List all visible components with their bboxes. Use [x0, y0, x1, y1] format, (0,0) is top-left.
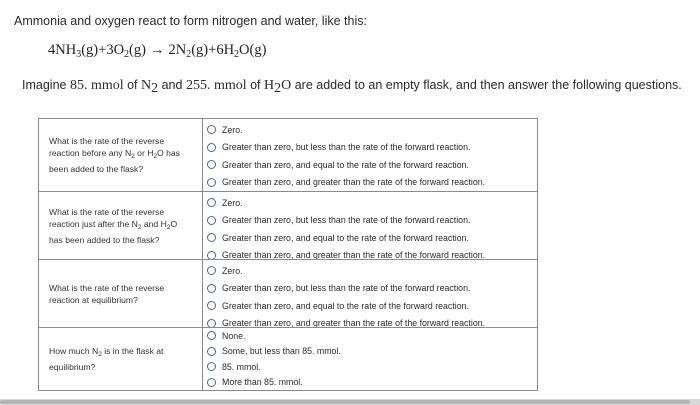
option[interactable]: Greater than zero, and greater than the rate of the forward reaction.: [207, 174, 531, 192]
question-text-3: What is the rate of the reverse reaction at equilibrium?: [39, 260, 203, 327]
radio-button[interactable]: [207, 331, 216, 340]
radio-button[interactable]: [207, 233, 216, 242]
radio-button[interactable]: [207, 347, 216, 356]
question-row-1: [39, 119, 537, 191]
radio-button[interactable]: [207, 266, 216, 275]
option[interactable]: Greater than zero, and greater than the rate of the forward reaction.: [207, 247, 531, 265]
radio-button[interactable]: [207, 178, 216, 187]
options-4: [207, 328, 531, 390]
horizontal-scrollbar[interactable]: [0, 399, 700, 405]
option[interactable]: Greater than zero, but less than the rate of the forward reaction.: [207, 212, 531, 230]
question-row-3: [39, 259, 537, 327]
option[interactable]: Greater than zero, and equal to the rate of the forward reaction.: [207, 229, 531, 247]
option[interactable]: None.: [207, 328, 531, 344]
option[interactable]: More than 85. mmol.: [207, 375, 531, 391]
option[interactable]: Zero.: [207, 194, 531, 212]
problem-prompt: Imagine 85. mmol of $N_2$ and 255. mmol of $H_2O$ are added to an empty flask, and then answer the following questions.: [22, 78, 682, 96]
radio-button[interactable]: [207, 362, 216, 371]
radio-button[interactable]: [207, 216, 216, 225]
options-2: [207, 194, 531, 264]
radio-button[interactable]: [207, 143, 216, 152]
reaction-arrow-icon: →: [149, 42, 165, 58]
radio-button[interactable]: [207, 160, 216, 169]
radio-button[interactable]: [207, 198, 216, 207]
radio-button[interactable]: [207, 125, 216, 134]
option[interactable]: Some, but less than 85. mmol.: [207, 344, 531, 360]
question-text-4: How much $N_2$ is in the flask at equilibrium?: [39, 328, 203, 390]
options-1: [207, 121, 531, 191]
option[interactable]: Greater than zero, but less than the rate of the forward reaction.: [207, 280, 531, 298]
question-table: [38, 118, 538, 391]
option[interactable]: Greater than zero, and equal to the rate of the forward reaction.: [207, 156, 531, 174]
option[interactable]: Greater than zero, but less than the rate of the forward reaction.: [207, 139, 531, 157]
radio-button[interactable]: [207, 284, 216, 293]
question-text-1: What is the rate of the reverse reaction before any $N_2$ or $H_2O$ has been added to the flask?: [39, 119, 203, 191]
option[interactable]: Zero.: [207, 121, 531, 139]
intro-text: Ammonia and oxygen react to form nitrogen and water, like this:: [14, 14, 367, 28]
question-row-2: [39, 191, 537, 259]
radio-button[interactable]: [207, 301, 216, 310]
option[interactable]: Greater than zero, and greater than the rate of the forward reaction.: [207, 315, 531, 333]
question-row-4: [39, 327, 537, 390]
option[interactable]: 85. mmol.: [207, 359, 531, 375]
option[interactable]: Zero.: [207, 262, 531, 280]
question-text-2: What is the rate of the reverse reaction just after the $N_2$ and $H_2O$ has been added to the flask?: [39, 192, 203, 259]
option[interactable]: Greater than zero, and equal to the rate of the forward reaction.: [207, 297, 531, 315]
radio-button[interactable]: [207, 378, 216, 387]
scrollbar-thumb[interactable]: [0, 400, 690, 404]
reaction-equation: $4NH_3(g)+3O_2(g) \to 2N_2(g)+6H_2O(g)$: [48, 42, 267, 60]
options-3: [207, 262, 531, 332]
